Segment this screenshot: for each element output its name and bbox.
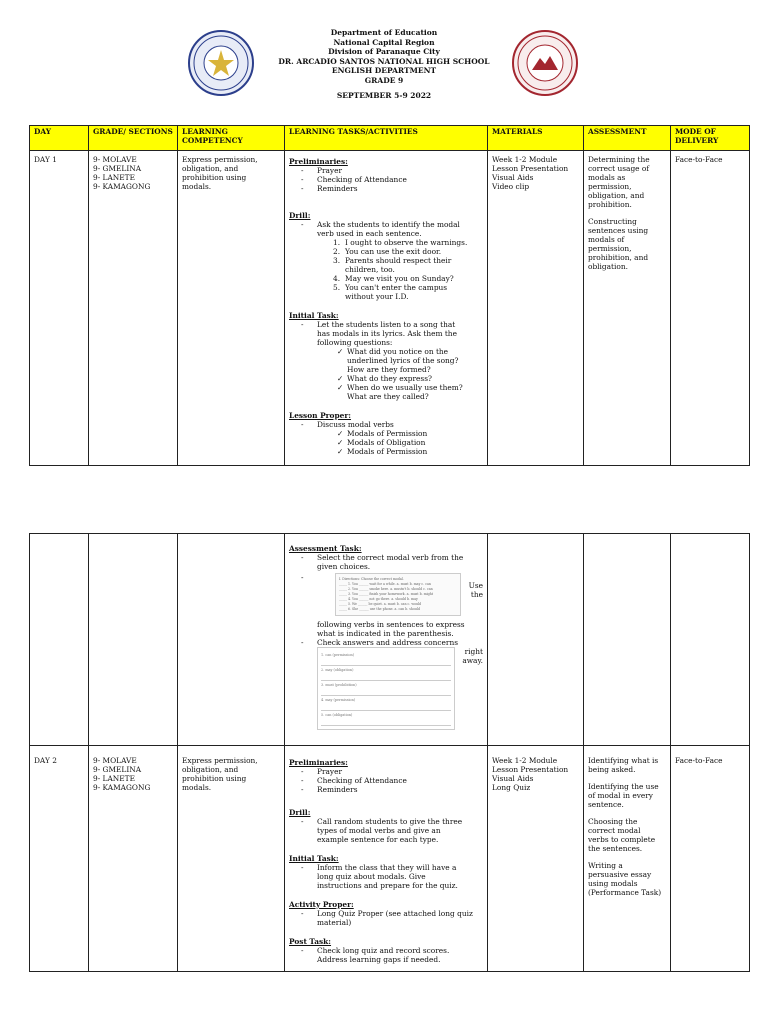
assessment-line: permission,	[588, 182, 632, 191]
drill-number: 3.	[333, 256, 341, 265]
header-line: Division of Paranaque City	[328, 47, 440, 56]
check-icon	[337, 356, 347, 365]
assessment-line: being asked.	[588, 765, 636, 774]
competency-line: obligation, and	[182, 164, 239, 173]
drill-item: I ought to observe the warnings.	[345, 238, 468, 247]
preliminaries-title: Preliminaries:	[289, 758, 348, 767]
right-away-word: away.	[462, 656, 483, 665]
worksheet-image	[335, 573, 461, 616]
assessment-line: sentences using	[588, 226, 649, 235]
assessment-line: sentence.	[588, 800, 624, 809]
header-line: DR. ARCADIO SANTOS NATIONAL HIGH SCHOOL	[278, 56, 490, 66]
lesson-item: Modals of Permission	[347, 429, 428, 438]
assessment-line: Constructing	[588, 217, 637, 226]
initial-line: long quiz about modals. Give	[317, 872, 426, 881]
assessment-line: correct modal	[588, 826, 641, 835]
preliminaries-title: Preliminaries:	[289, 157, 348, 166]
initial-item: What are they called?	[347, 392, 429, 401]
initial-line: Inform the class that they will have a	[317, 863, 457, 872]
drill-number: 5.	[333, 283, 341, 292]
assessment-line: prohibition.	[588, 200, 632, 209]
right-away-word: right	[464, 647, 483, 656]
worksheet-row: 4. may (permission)	[321, 696, 451, 711]
sections-cell	[89, 746, 178, 972]
lesson-plan-table-continued	[29, 533, 750, 972]
materials-cell	[488, 151, 584, 466]
lesson-item: Modals of Obligation	[347, 438, 426, 447]
section-item: 9- GMELINA	[93, 765, 142, 774]
post-task-title: Post Task:	[289, 937, 332, 946]
check-icon	[337, 392, 347, 401]
initial-item: How are they formed?	[347, 365, 431, 374]
initial-task-title: Initial Task:	[289, 311, 339, 320]
tasks-cell: Preliminaries: - Prayer - Checking of Attendance - Reminders Drill: - Call random students to give the three types of modal verbs and give an example sentence for each type. Initial Task: - Inform the class that they will have a long quiz about modals. Give instructions and prepare for the quiz. Activity Proper: - Long Quiz Proper (see attached long quiz material) Post Task: - Check long quiz and record scores. Address learning gaps if needed.	[285, 746, 488, 972]
assessment-cell	[584, 151, 671, 466]
initial-item: What do they express?	[347, 374, 432, 383]
drill-number	[333, 265, 345, 274]
empty-cell	[178, 534, 285, 746]
empty-cell	[89, 534, 178, 746]
competency-cell	[178, 746, 285, 972]
drill-item: children, too.	[345, 265, 395, 274]
col-header-competency: LEARNING COMPETENCY	[178, 126, 285, 151]
assessment-line: persuasive essay	[588, 870, 652, 879]
empty-cell	[671, 534, 750, 746]
drill-number: 4.	[333, 274, 341, 283]
sections-cell	[89, 151, 178, 466]
lesson-intro: Discuss modal verbs	[317, 420, 394, 429]
activity-line: Long Quiz Proper (see attached long quiz	[317, 909, 473, 918]
assess-intro: given choices.	[317, 562, 371, 571]
worksheet-line: _____ 5. We ______ be quiet. a. must b. can c. would	[339, 602, 422, 606]
material-item: Visual Aids	[492, 173, 534, 182]
check-icon: ✓	[337, 347, 344, 356]
section-item: 9- KAMAGONG	[93, 182, 151, 191]
drill-line: types of modal verbs and give an	[317, 826, 441, 835]
check-line: Check answers and address concerns	[317, 638, 458, 647]
material-item: Week 1-2 Module	[492, 756, 558, 765]
assessment-line: verbs to complete	[588, 835, 656, 844]
initial-item: underlined lyrics of the song?	[347, 356, 459, 365]
drill-title: Drill:	[289, 808, 311, 817]
check-icon: ✓	[337, 429, 344, 438]
header-line: GRADE 9	[364, 75, 404, 85]
competency-line: Express permission,	[182, 155, 258, 164]
worksheet-line: _____ 2. You ______ smoke here. a. mustn't b. should c. can	[339, 587, 433, 591]
col-header-tasks: LEARNING TASKS/ACTIVITIES	[285, 126, 488, 151]
drill-item: May we visit you on Sunday?	[345, 274, 454, 283]
material-item: Lesson Presentation	[492, 164, 569, 173]
check-icon: ✓	[337, 374, 344, 383]
header-line: National Capital Region	[333, 37, 435, 47]
col-header-assessment: ASSESSMENT	[584, 126, 671, 151]
material-item: Lesson Presentation	[492, 765, 569, 774]
initial-item: What did you notice on the	[347, 347, 449, 356]
empty-cell	[488, 534, 584, 746]
post-line: Address learning gaps if needed.	[317, 955, 441, 964]
empty-cell	[584, 534, 671, 746]
header-line: ENGLISH DEPARTMENT	[331, 66, 437, 75]
section-item: 9- LANETE	[93, 774, 135, 783]
check-icon: ✓	[337, 447, 344, 456]
drill-item: You can't enter the campus	[345, 283, 448, 292]
drill-title: Drill:	[289, 211, 311, 220]
prelim-item: Prayer	[317, 166, 342, 175]
lesson-plan-table	[29, 125, 750, 466]
section-item: 9- GMELINA	[93, 164, 142, 173]
assessment-cell	[584, 746, 671, 972]
following-line: what is indicated in the parenthesis.	[317, 629, 454, 638]
initial-line: instructions and prepare for the quiz.	[317, 881, 458, 890]
assessment-line: correct usage of	[588, 164, 650, 173]
col-header-materials: MATERIALS	[488, 126, 584, 151]
material-item: Long Quiz	[492, 783, 531, 792]
drill-line: example sentence for each type.	[317, 835, 439, 844]
materials-cell	[488, 746, 584, 972]
assessment-line: permission,	[588, 244, 632, 253]
drill-item: You can use the exit door.	[345, 247, 442, 256]
drill-number	[333, 292, 345, 301]
assessment-line: using modals	[588, 879, 638, 888]
prelim-item: Checking of Attendance	[317, 175, 407, 184]
assessment-line: modals of	[588, 235, 625, 244]
activity-line: material)	[317, 918, 352, 927]
tasks-cell-continued: Assessment Task: - Select the correct modal verb from the given choices. - I. Directions: Choose the correct modal. _____ 1. You ______ wait for a while. a. must b. may c. can _____ 2. You ______ smoke here. a. mustn't b. should c. can _____ 3. You ______ finish your homework. a. must b. might _____ 4. You ______ not go there. a. should b. may _____ 5. We ______ be quiet. a. must b. can c. would _____ 6. She ______ use the phone. a. can b. should Use the following verbs in sentences to express what is indicated in the parenthesis. - Check answers and address concerns 1. can (permission) 2. may (obligation) 3. must (prohibition) 4. may (permission) 5. can (obligation) right away.	[285, 534, 488, 746]
col-header-day: DAY	[30, 126, 89, 151]
section-item: 9- KAMAGONG	[93, 783, 151, 792]
drill-intro: verb used in each sentence.	[317, 229, 422, 238]
header-date: SEPTEMBER 5-9 2022	[336, 91, 432, 100]
worksheet-row: 2. may (obligation)	[321, 666, 451, 681]
the-word: the	[470, 590, 483, 599]
lesson-item: Modals of Permission	[347, 447, 428, 456]
col-header-mode: MODE OF DELIVERY	[671, 126, 750, 151]
table-header-row	[30, 126, 750, 151]
assessment-line: (Performance Task)	[588, 888, 662, 897]
competency-line: prohibition using	[182, 774, 247, 783]
worksheet-line: I. Directions: Choose the correct modal.	[339, 577, 404, 581]
assessment-line: the sentences.	[588, 844, 643, 853]
initial-intro: following questions:	[317, 338, 393, 347]
lesson-proper-title: Lesson Proper:	[289, 411, 351, 420]
prelim-item: Reminders	[317, 184, 358, 193]
post-line: Check long quiz and record scores.	[317, 946, 450, 955]
table-row-day1	[30, 151, 750, 466]
drill-item: without your I.D.	[345, 292, 409, 301]
worksheet-row: 3. must (prohibition)	[321, 681, 451, 696]
material-item: Week 1-2 Module	[492, 155, 558, 164]
section-item: 9- LANETE	[93, 173, 135, 182]
table-row-continued	[30, 534, 750, 746]
initial-item: When do we usually use them?	[347, 383, 463, 392]
assessment-line: modals as	[588, 173, 626, 182]
assessment-line: Choosing the	[588, 817, 638, 826]
use-word: Use	[468, 581, 483, 590]
day-cell: DAY 1	[30, 151, 89, 466]
prelim-item: Prayer	[317, 767, 342, 776]
competency-line: prohibition using	[182, 173, 247, 182]
header-line: Department of Education	[330, 28, 438, 37]
following-line: following verbs in sentences to express	[317, 620, 465, 629]
assessment-line: prohibition, and	[588, 253, 649, 262]
initial-intro: Let the students listen to a song that	[317, 320, 456, 329]
material-item: Visual Aids	[492, 774, 534, 783]
assessment-line: Identifying the use	[588, 782, 659, 791]
competency-cell	[178, 151, 285, 466]
drill-number: 1.	[333, 238, 341, 247]
initial-intro: has modals in its lyrics. Ask them the	[317, 329, 457, 338]
worksheet-row: 5. can (obligation)	[321, 711, 451, 726]
assessment-line: Identifying what is	[588, 756, 659, 765]
section-item: 9- MOLAVE	[93, 155, 137, 164]
table-row-day2	[30, 746, 750, 972]
competency-line: modals.	[182, 783, 212, 792]
worksheet-line: _____ 6. She ______ use the phone. a. can b. should	[339, 607, 421, 611]
drill-line: Call random students to give the three	[317, 817, 463, 826]
mode-cell: Face-to-Face	[671, 151, 750, 466]
assessment-line: obligation.	[588, 262, 628, 271]
col-header-sections: GRADE/ SECTIONS	[89, 126, 178, 151]
assessment-line: of modal in every	[588, 791, 653, 800]
section-item: 9- MOLAVE	[93, 756, 137, 765]
activity-proper-title: Activity Proper:	[289, 900, 354, 909]
check-icon: ✓	[337, 438, 344, 447]
assessment-line: obligation, and	[588, 191, 645, 200]
drill-intro: Ask the students to identify the modal	[317, 220, 460, 229]
worksheet-row: 1. can (permission)	[321, 651, 451, 666]
prelim-item: Checking of Attendance	[317, 776, 407, 785]
assessment-task-title: Assessment Task:	[289, 544, 362, 553]
check-icon: ✓	[337, 383, 344, 392]
check-icon	[337, 365, 347, 374]
worksheet-line: _____ 4. You ______ not go there. a. should b. may	[339, 597, 418, 601]
initial-task-title: Initial Task:	[289, 854, 339, 863]
prelim-item: Reminders	[317, 785, 358, 794]
worksheet-line: _____ 1. You ______ wait for a while. a. must b. may c. can	[339, 582, 431, 586]
competency-line: modals.	[182, 182, 212, 191]
day-cell: DAY 2	[30, 746, 89, 972]
tasks-cell: Preliminaries: - Prayer - Checking of Attendance - Reminders Drill: - Ask the students to identify the modal verb used in each sentence. 1. I ought to observe the warnings. 2. You can use the exit door. 3. Parents should respect their children, too. 4. May we visit you on Sunday? 5. You can't enter the campus without your I.D. Initial Task: - Let the students listen to a song that has modals in its lyrics. Ask them the following questions: ✓ What did you notice on the underlined lyrics of the song? How are they formed? ✓ What do they express? ✓ When do we usually use them? What are they called? Lesson Proper: - Discuss modal verbs ✓ Modals of Permission ✓ Modals of Obligation ✓ Modals of Permission	[285, 151, 488, 466]
assessment-line: Determining the	[588, 155, 650, 164]
assess-intro: Select the correct modal verb from the	[317, 553, 464, 562]
assessment-line: Writing a	[588, 861, 623, 870]
document-header	[0, 28, 768, 101]
mode-cell: Face-to-Face	[671, 746, 750, 972]
empty-cell	[30, 534, 89, 746]
competency-line: Express permission,	[182, 756, 258, 765]
drill-number: 2.	[333, 247, 341, 256]
drill-item: Parents should respect their	[345, 256, 452, 265]
material-item: Video clip	[492, 182, 530, 191]
worksheet-line: _____ 3. You ______ finish your homework. a. must b. might	[339, 592, 434, 596]
competency-line: obligation, and	[182, 765, 239, 774]
worksheet-image	[317, 647, 455, 730]
